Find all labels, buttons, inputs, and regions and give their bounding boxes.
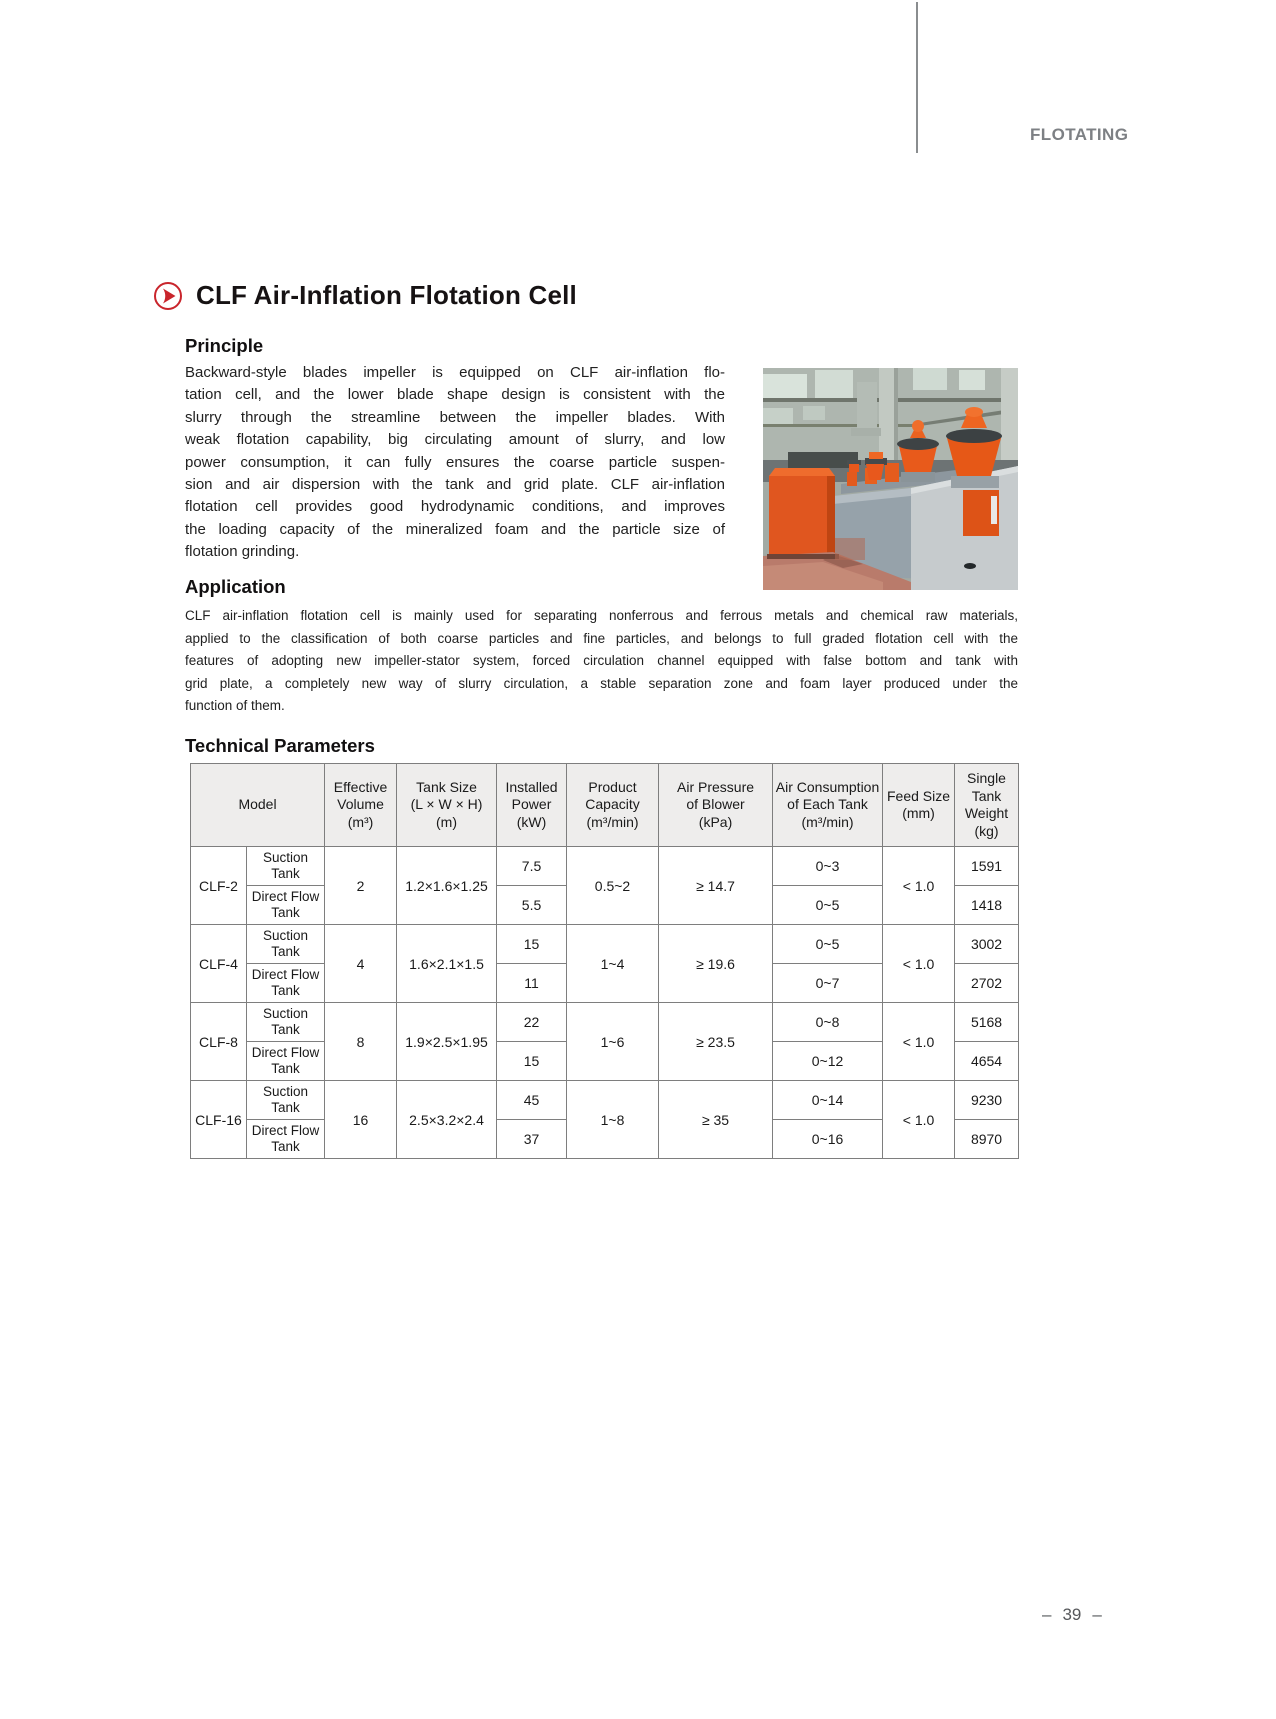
feed-size-cell: < 1.0 <box>883 847 955 925</box>
product-capacity-cell: 1~4 <box>567 925 659 1003</box>
paragraph-line: power consumption, it can fully ensures the coarse particle suspen- <box>185 453 725 471</box>
column-header: Effective Volume (m³) <box>325 764 397 847</box>
principle-paragraph <box>185 362 725 564</box>
table-row <box>191 1003 1019 1042</box>
paragraph-line: grid plate, a completely new way of slurry circulation, a stable separation zone and foam layer produced under the <box>185 675 1018 691</box>
installed-power-cell: 11 <box>497 964 567 1003</box>
column-header: Feed Size (mm) <box>883 764 955 847</box>
tank-size-cell: 1.2×1.6×1.25 <box>397 847 497 925</box>
page-number-dash: – <box>1042 1605 1052 1624</box>
tank-type-cell: Direct Flow Tank <box>247 1042 325 1081</box>
tank-weight-cell: 5168 <box>955 1003 1019 1042</box>
tank-type-cell: Suction Tank <box>247 1003 325 1042</box>
air-consumption-cell: 0~14 <box>773 1081 883 1120</box>
tank-size-cell: 2.5×3.2×2.4 <box>397 1081 497 1159</box>
paragraph-line: sion and air dispersion with the tank and grid plate. CLF air-inflation <box>185 476 725 494</box>
column-header: Installed Power (kW) <box>497 764 567 847</box>
model-cell: CLF-16 <box>191 1081 247 1159</box>
installed-power-cell: 22 <box>497 1003 567 1042</box>
page-header-label: FLOTATING <box>1030 125 1129 144</box>
air-consumption-cell: 0~8 <box>773 1003 883 1042</box>
installed-power-cell: 15 <box>497 1042 567 1081</box>
air-consumption-cell: 0~5 <box>773 886 883 925</box>
tank-weight-cell: 2702 <box>955 964 1019 1003</box>
model-cell: CLF-2 <box>191 847 247 925</box>
tank-size-cell: 1.9×2.5×1.95 <box>397 1003 497 1081</box>
paragraph-line: CLF air-inflation flotation cell is mainly used for separating nonferrous and ferrous metals and chemical raw materials, <box>185 608 1018 623</box>
installed-power-cell: 45 <box>497 1081 567 1120</box>
table-row <box>191 847 1019 886</box>
air-pressure-cell: ≥ 23.5 <box>659 1003 773 1081</box>
column-header: Air Consumption of Each Tank (m³/min) <box>773 764 883 847</box>
principle-heading: Principle <box>185 335 264 356</box>
installed-power-cell: 7.5 <box>497 847 567 886</box>
feed-size-cell: < 1.0 <box>883 1081 955 1159</box>
table-row <box>191 925 1019 964</box>
column-header: Single Tank Weight (kg) <box>955 764 1019 847</box>
effective-volume-cell: 16 <box>325 1081 397 1159</box>
paragraph-line: slurry through the streamline between the impeller blades. With <box>185 408 725 426</box>
air-pressure-cell: ≥ 14.7 <box>659 847 773 925</box>
paragraph-line: applied to the classification of both coarse particles and fine particles, and belongs to full graded flotation cell with the <box>185 630 1018 646</box>
header-vertical-rule <box>916 2 918 153</box>
air-consumption-cell: 0~3 <box>773 847 883 886</box>
column-header: Model <box>191 764 325 847</box>
column-header: Tank Size (L × W × H) (m) <box>397 764 497 847</box>
air-consumption-cell: 0~12 <box>773 1042 883 1081</box>
paragraph-line: features of adopting new impeller-stator system, forced circulation channel equipped with false bottom and tank with <box>185 653 1018 668</box>
effective-volume-cell: 8 <box>325 1003 397 1081</box>
air-consumption-cell: 0~7 <box>773 964 883 1003</box>
paragraph-line: flotation cell provides good hydrodynamic conditions, and improves <box>185 498 725 516</box>
feed-size-cell: < 1.0 <box>883 925 955 1003</box>
technical-parameters-table <box>190 763 1019 1159</box>
installed-power-cell: 15 <box>497 925 567 964</box>
tank-type-cell: Direct Flow Tank <box>247 1120 325 1159</box>
tank-type-cell: Suction Tank <box>247 1081 325 1120</box>
tank-type-cell: Suction Tank <box>247 925 325 964</box>
tank-type-cell: Suction Tank <box>247 847 325 886</box>
tank-weight-cell: 1591 <box>955 847 1019 886</box>
air-pressure-cell: ≥ 35 <box>659 1081 773 1159</box>
product-capacity-cell: 1~6 <box>567 1003 659 1081</box>
installed-power-cell: 37 <box>497 1120 567 1159</box>
paragraph-line: function of them. <box>185 698 285 713</box>
tank-weight-cell: 4654 <box>955 1042 1019 1081</box>
product-capacity-cell: 0.5~2 <box>567 847 659 925</box>
feed-size-cell: < 1.0 <box>883 1003 955 1081</box>
paragraph-line: flotation grinding. <box>185 543 300 561</box>
table-row <box>191 1081 1019 1120</box>
paragraph-line: Backward-style blades impeller is equipped on CLF air-inflation flo- <box>185 364 725 381</box>
application-heading: Application <box>185 576 286 597</box>
page-number-dash: – <box>1092 1605 1102 1624</box>
air-pressure-cell: ≥ 19.6 <box>659 925 773 1003</box>
tank-weight-cell: 1418 <box>955 886 1019 925</box>
page-title: CLF Air-Inflation Flotation Cell <box>196 280 577 310</box>
column-header: Product Capacity (m³/min) <box>567 764 659 847</box>
section-bullet-icon <box>153 281 183 311</box>
product-photo <box>763 368 1018 590</box>
tank-weight-cell: 3002 <box>955 925 1019 964</box>
tank-weight-cell: 9230 <box>955 1081 1019 1120</box>
tank-type-cell: Direct Flow Tank <box>247 964 325 1003</box>
tank-size-cell: 1.6×2.1×1.5 <box>397 925 497 1003</box>
page-number <box>1042 1605 1102 1625</box>
technical-parameters-heading: Technical Parameters <box>185 735 375 756</box>
installed-power-cell: 5.5 <box>497 886 567 925</box>
title-row <box>153 280 577 311</box>
air-consumption-cell: 0~5 <box>773 925 883 964</box>
tank-weight-cell: 8970 <box>955 1120 1019 1159</box>
tank-type-cell: Direct Flow Tank <box>247 886 325 925</box>
model-cell: CLF-8 <box>191 1003 247 1081</box>
air-consumption-cell: 0~16 <box>773 1120 883 1159</box>
column-header: Air Pressure of Blower (kPa) <box>659 764 773 847</box>
effective-volume-cell: 4 <box>325 925 397 1003</box>
product-capacity-cell: 1~8 <box>567 1081 659 1159</box>
paragraph-line: weak flotation capability, big circulating amount of slurry, and low <box>185 431 725 449</box>
paragraph-line: tation cell, and the lower blade shape design is consistent with the <box>185 386 725 404</box>
model-cell: CLF-4 <box>191 925 247 1003</box>
page-number-value: 39 <box>1062 1605 1082 1624</box>
application-paragraph <box>185 605 1018 718</box>
paragraph-line: the loading capacity of the mineralized foam and the particle size of <box>185 520 725 538</box>
effective-volume-cell: 2 <box>325 847 397 925</box>
